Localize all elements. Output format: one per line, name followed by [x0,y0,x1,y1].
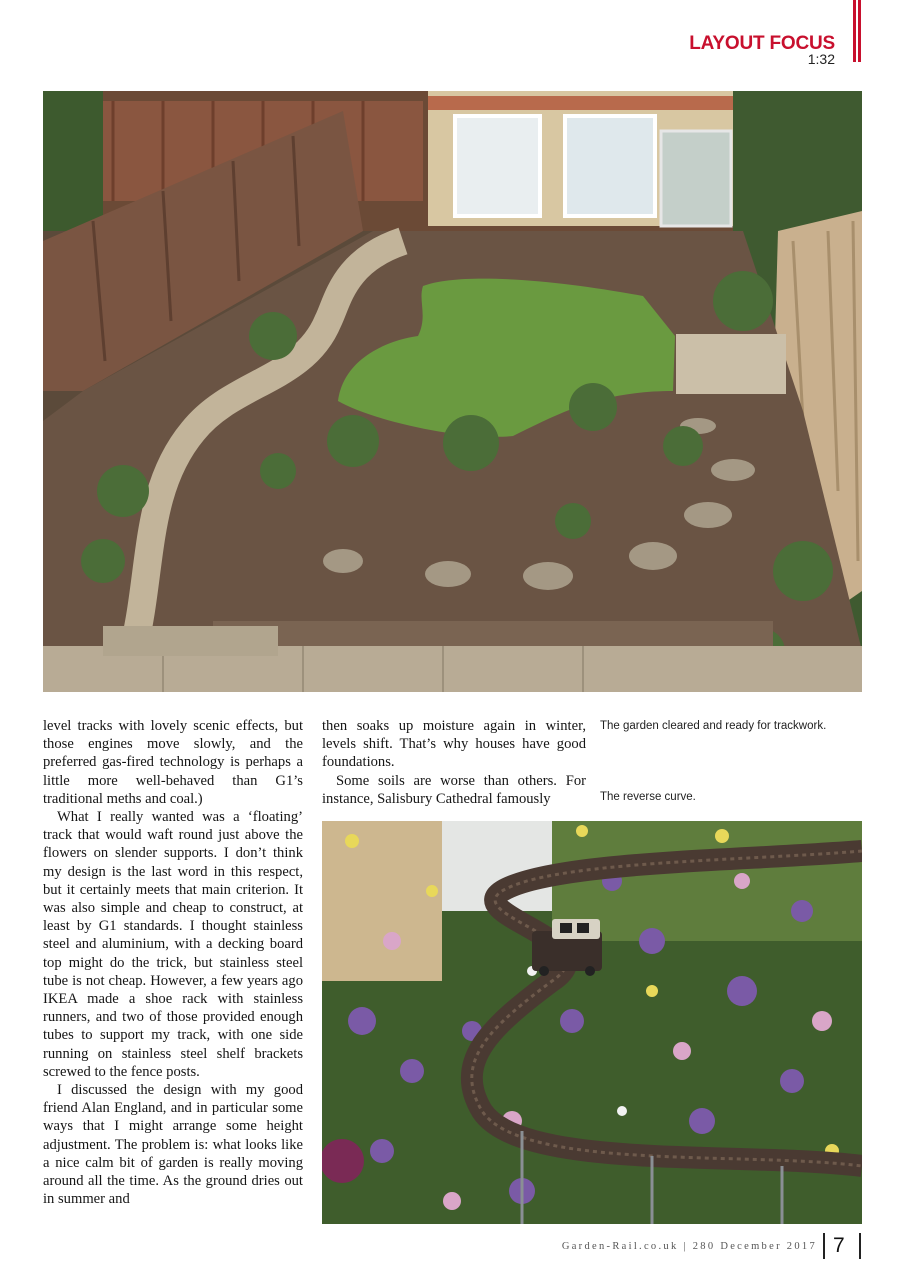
article-paragraph: What I really wanted was a ‘floating’ track that would waft round just above the flowers on slender supports. I don’t think my design is the last word in this respect, but it certainly meets that main criterion. It was also simple and cheap to construct, at least by G1 standards. I thought stainless steel and aluminium, with a decking board top might do the trick, but stainless steel tube is not cheap. However, a few years ago IKEA made a shoe rack with stainless runners, and two of those provided enough tubes to support my track, with one side running on stainless steel shelf brackets screwed to the fence posts. [43,809,303,1080]
article-paragraph: level tracks with lovely scenic effects, but those engines move slowly, and the preferred gas-fired technology is perhaps a little more well-behaved than G1’s traditional meths and coal.) [43,718,303,807]
article-paragraph: then soaks up moisture again in winter, levels shift. That’s why houses have good foundations. [322,718,586,771]
photo-caption: The garden cleared and ready for trackwork. [600,720,827,732]
page-number: 7 [833,1234,845,1257]
section-title: LAYOUT FOCUS [689,33,835,54]
footer-divider [823,1233,825,1259]
article-paragraph: Some soils are worse than others. For instance, Salisbury Cathedral famously [322,772,586,807]
scale-label: 1:32 [807,51,835,67]
article-column-2 [322,717,586,808]
header-accent-bar [853,0,856,62]
photo-caption: The reverse curve. [600,791,696,803]
article-column-1 [43,717,303,1208]
railway-photo [322,821,862,1224]
footer-site-issue: Garden-Rail.co.uk | 280 December 2017 [561,1241,817,1252]
footer-divider [859,1233,861,1259]
garden-photo [43,91,862,692]
header-accent-bar [858,0,861,62]
article-paragraph: I discussed the design with my good friend Alan England, and in particular some ways that I might arrange some height adjustment. The problem is: what looks like a nice calm bit of garden is really moving around all the time. As the ground dries out in summer and [43,1082,303,1208]
